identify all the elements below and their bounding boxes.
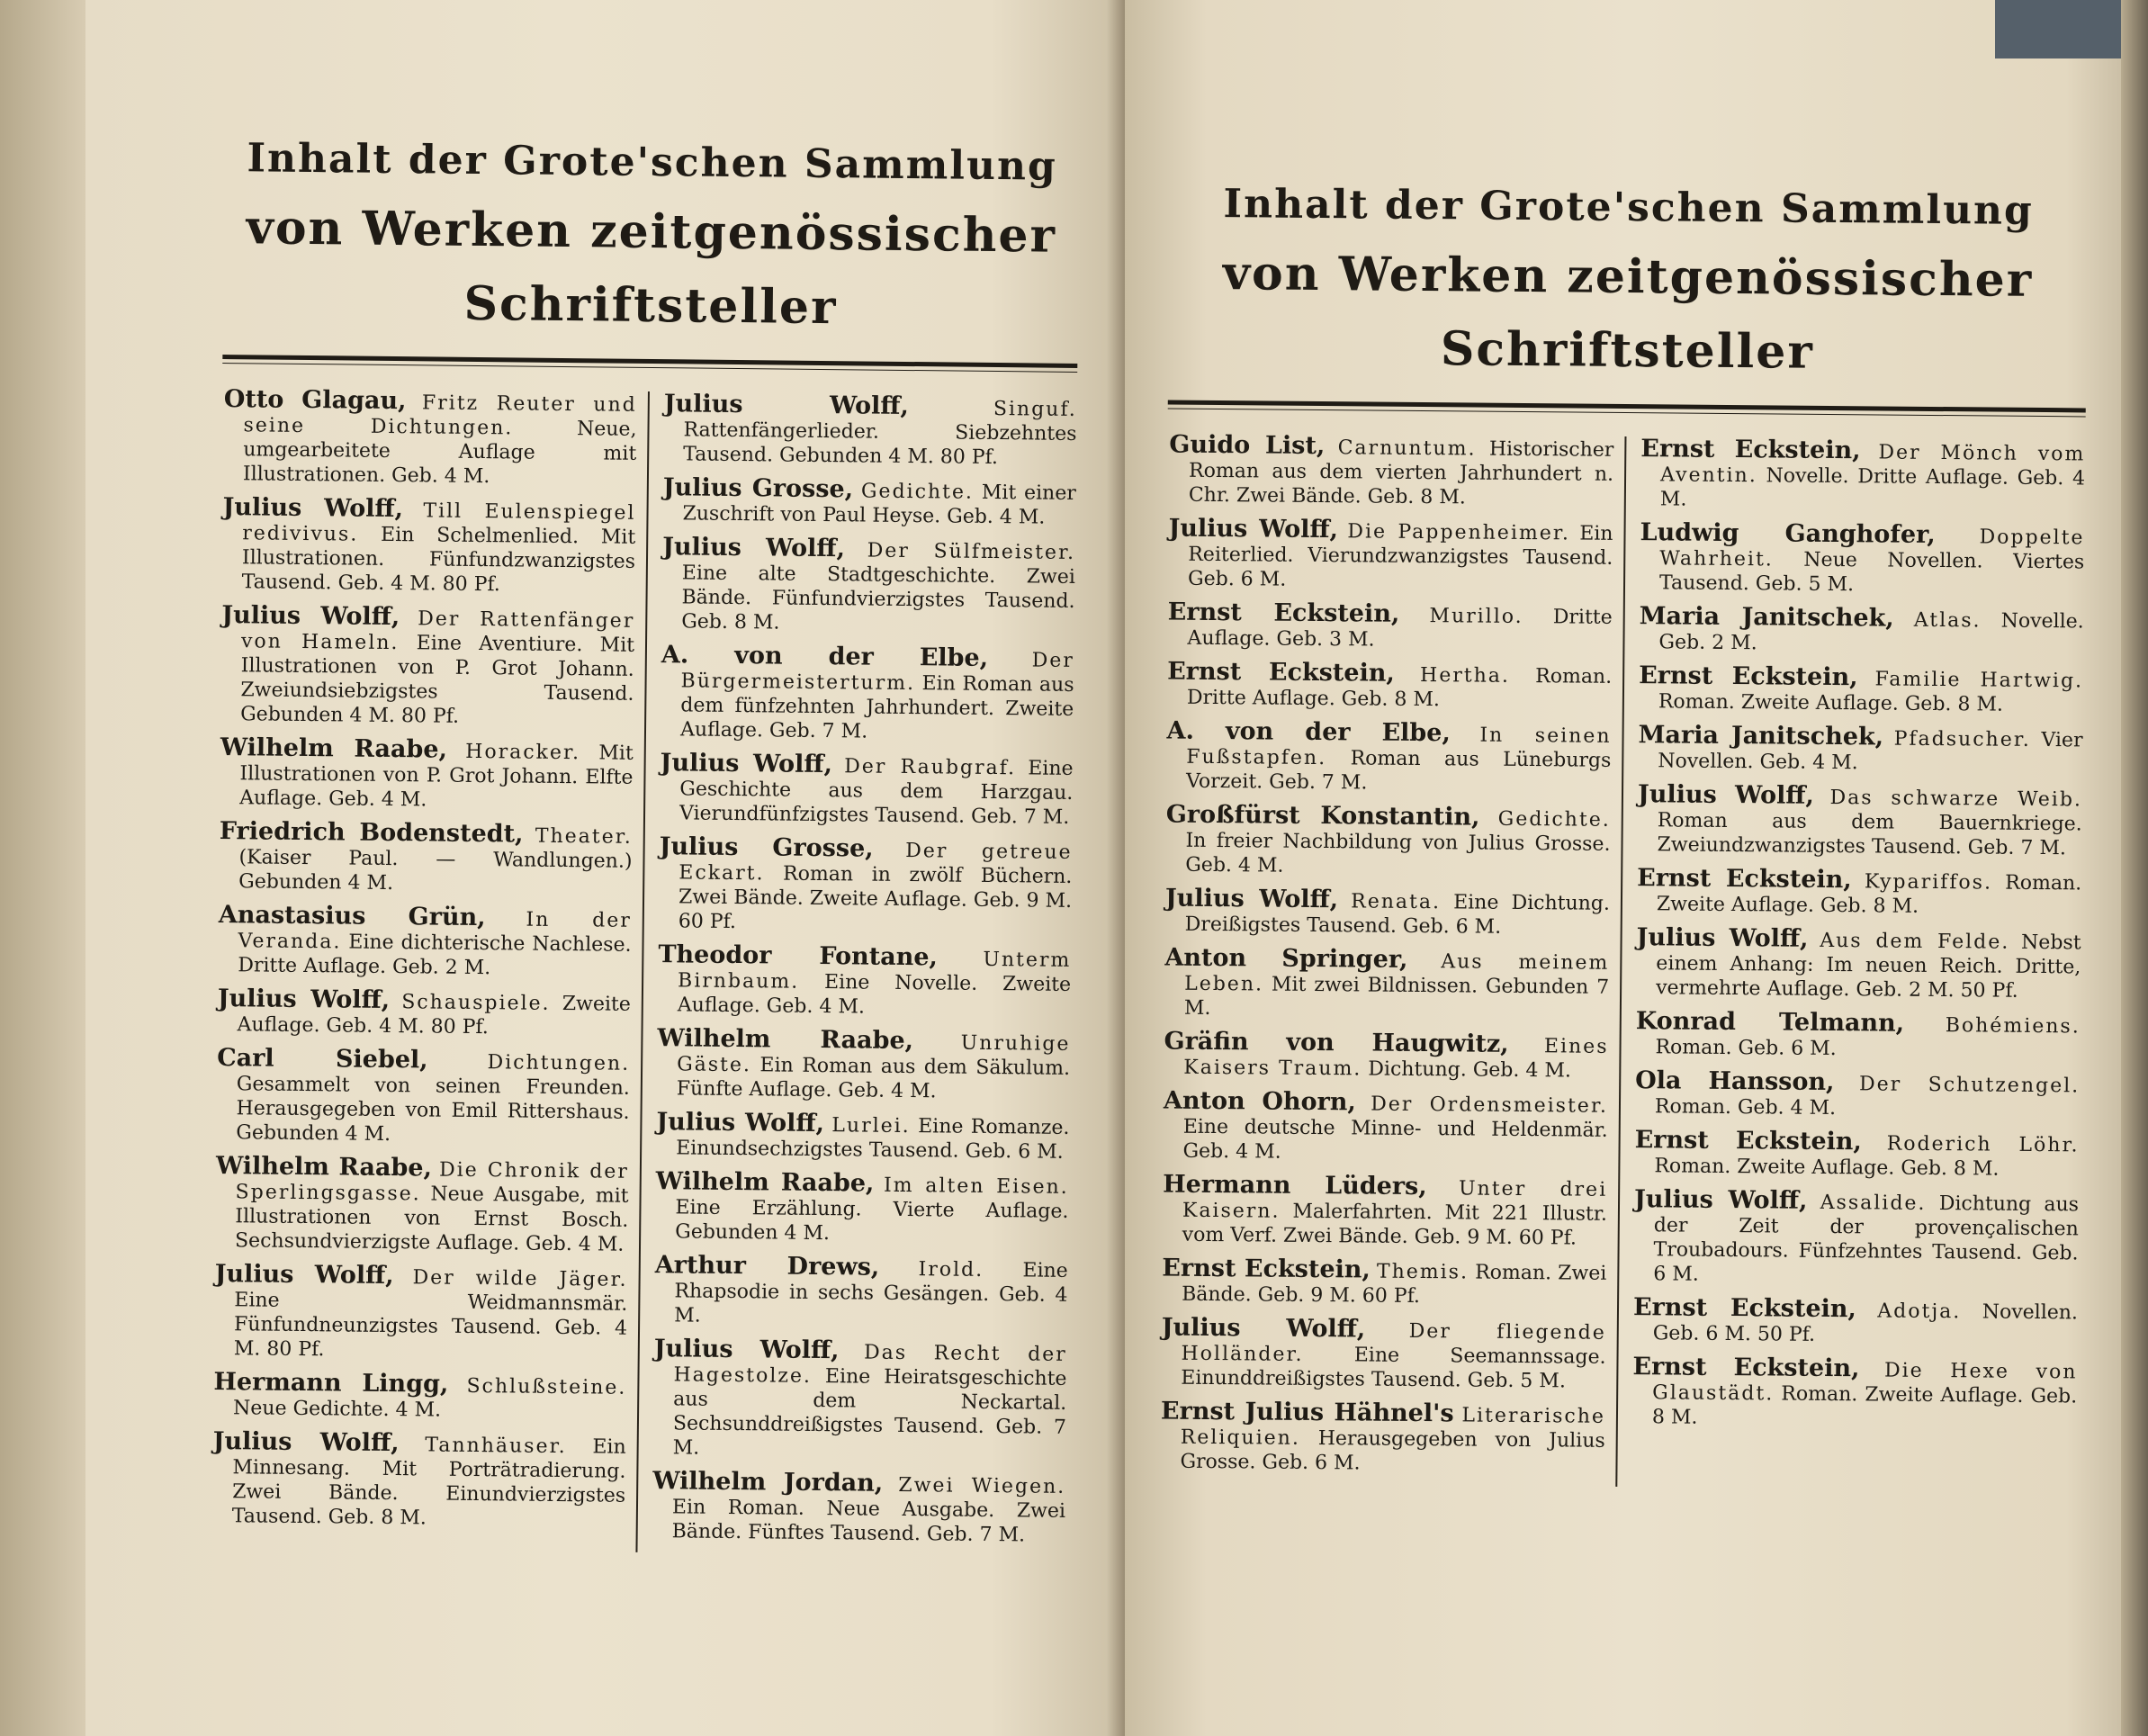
catalog-entry bbox=[656, 942, 1072, 1021]
entry-author: Ernst Eckstein, bbox=[1632, 1293, 1857, 1324]
entry-author: Julius Wolff, bbox=[663, 390, 910, 420]
left-title-rule bbox=[222, 355, 1077, 373]
entry-author: Julius Wolff, bbox=[214, 1259, 394, 1291]
entry-details: Roman. Zweite Auflage. Geb. 8 M. bbox=[1658, 690, 2004, 716]
right-title-rule bbox=[1168, 400, 2086, 418]
entry-title: Der Sülfmeister. bbox=[867, 539, 1076, 564]
entry-details: Gesammelt von seinen Freunden. Herausgegeben von Emil Rittershaus. Gebunden 4 M. bbox=[236, 1073, 630, 1147]
entry-author: Wilhelm Jordan, bbox=[652, 1467, 884, 1498]
entry-details: Malerfahrten. Mit 221 Illustr. vom Verf. Zwei Bände. Geb. 9 M. 60 Pf. bbox=[1182, 1200, 1608, 1250]
entry-title: In der Veranda. bbox=[238, 908, 632, 954]
entry-title: Der Rattenfänger von Hameln. bbox=[240, 607, 635, 655]
entry-title: Lurlei. bbox=[831, 1114, 911, 1138]
catalog-entry bbox=[1164, 716, 1612, 797]
entry-details: Eine Rhapsodie in sechs Gesängen. Geb. 4 M. bbox=[674, 1259, 1068, 1327]
catalog-entry bbox=[1636, 723, 2082, 777]
entry-title: Die Pappenheimer. bbox=[1347, 520, 1571, 545]
entry-details: Ein Roman. Neue Ausgabe. Zwei Bände. Fünftes Tausend. Geb. 7 M. bbox=[671, 1496, 1066, 1547]
entry-author: Julius Wolff, bbox=[1161, 1313, 1366, 1344]
entry-author: Anton Springer, bbox=[1164, 943, 1408, 974]
entry-author: Gräfin von Haugwitz, bbox=[1164, 1027, 1509, 1058]
entry-title: Pfadsucher. bbox=[1893, 727, 2031, 751]
entry-title: Murillo. bbox=[1429, 605, 1523, 628]
entry-details: Eine Aventiure. Mit Illustrationen von P. Grot Johann. Zweiundsiebzigstes Tausend. Gebunden 4 M. 80 Pf. bbox=[240, 632, 635, 728]
entry-details: Nebst einem Anhang: Im neuen Reich. Dritte, vermehrte Auflage. Geb. 2 M. 50 Pf. bbox=[1656, 931, 2081, 1003]
entry-author: Konrad Telmann, bbox=[1635, 1007, 1905, 1038]
entry-author: A. von der Elbe, bbox=[1166, 716, 1451, 748]
catalog-entry bbox=[1158, 1399, 1605, 1477]
right-title-line-2: von Werken zeitgenössischer Schriftsteller bbox=[1222, 246, 2034, 380]
entry-details: Ein Roman aus dem fünfzehnten Jahrhundert. Zweite Auflage. Geb. 7 M. bbox=[679, 672, 1074, 743]
entry-author: Friedrich Bodenstedt, bbox=[219, 817, 524, 849]
catalog-entry bbox=[1159, 1313, 1606, 1394]
entry-details: In freier Nachbildung von Julius Grosse. Geb. 4 M. bbox=[1185, 829, 1611, 877]
entry-details: Roman. Geb. 4 M. bbox=[1654, 1095, 1837, 1120]
entry-details: Roman. Zweite Auflage. Geb. 8 M. bbox=[1651, 1382, 2078, 1429]
entry-author: Arthur Drews, bbox=[654, 1251, 880, 1282]
entry-title: Singuf. bbox=[993, 397, 1077, 421]
entry-title: Irold. bbox=[918, 1258, 984, 1282]
catalog-entry bbox=[213, 1151, 630, 1257]
entry-title: Till Eulenspiegel redivivus. bbox=[242, 499, 636, 546]
catalog-entry bbox=[211, 1426, 626, 1533]
entry-title: Gedichte. bbox=[1497, 807, 1611, 832]
entry-details: (Kaiser Paul. — Wandlungen.) Gebunden 4 M. bbox=[238, 846, 633, 895]
entry-details: Ein Roman aus dem Säkulum. Fünfte Auflage. Geb. 4 M. bbox=[676, 1054, 1071, 1103]
entry-title: Gedichte. bbox=[860, 480, 975, 504]
catalog-entry bbox=[659, 643, 1074, 746]
entry-details: Neue Ausgabe, mit Illustrationen von Ernst Bosch. Sechsundvierzigste Auflage. Geb. 4 M. bbox=[234, 1183, 629, 1256]
entry-title: Literarische Reliquien. bbox=[1180, 1404, 1606, 1450]
entry-details: Eine Romanze. Einundsechzigstes Tausend. Geb. 6 M. bbox=[676, 1115, 1070, 1164]
entry-details: Roman. Zwei Bände. Geb. 9 M. 60 Pf. bbox=[1182, 1261, 1607, 1309]
catalog-entry bbox=[1163, 943, 1610, 1024]
entry-details: Neue Novellen. Viertes Tausend. Geb. 5 M. bbox=[1658, 548, 2085, 597]
entry-details: Roman in zwölf Büchern. Zwei Bände. Zweite Auflage. Geb. 9 M. 60 Pf. bbox=[678, 862, 1073, 934]
entry-details: Mit zwei Bildnissen. Gebunden 7 M. bbox=[1183, 973, 1610, 1020]
entry-title: Eines Kaisers Traum. bbox=[1183, 1035, 1609, 1081]
catalog-entry bbox=[211, 1367, 627, 1425]
left-column-1 bbox=[210, 387, 649, 1552]
entry-details: Roman. Zweite Auflage. Geb. 8 M. bbox=[1654, 1155, 2000, 1181]
entry-title: Tannhäuser. bbox=[425, 1434, 567, 1459]
entry-title: Der Bürgermeisterturm. bbox=[680, 649, 1074, 696]
entry-details: Roman aus Lüneburgs Vorzeit. Geb. 7 M. bbox=[1185, 747, 1612, 795]
entry-details: Eine Seemannssage. Einunddreißigstes Tausend. Geb. 5 M. bbox=[1181, 1344, 1606, 1393]
entry-details: Zweite Auflage. Geb. 4 M. 80 Pf. bbox=[237, 993, 631, 1039]
entry-details: Historischer Roman aus dem vierten Jahrhundert n. Chr. Zwei Bände. Geb. 8 M. bbox=[1188, 437, 1614, 509]
entry-title: Dichtungen. bbox=[487, 1051, 631, 1075]
catalog-entry bbox=[1165, 600, 1612, 654]
catalog-entry bbox=[1635, 866, 2081, 920]
catalog-entry bbox=[216, 900, 632, 982]
entry-title: In seinen Fußstapfen. bbox=[1186, 724, 1612, 770]
entry-title: Horacker. bbox=[465, 740, 581, 765]
right-page-edge bbox=[2121, 0, 2148, 1736]
entry-details: Eine Erzählung. Vierte Auflage. Gebunden 4 M. bbox=[675, 1196, 1069, 1246]
entry-title: Der Raubgraf. bbox=[844, 755, 1017, 780]
entry-title: Aus dem Felde. bbox=[1820, 929, 2010, 954]
entry-title: Der fliegende Holländer. bbox=[1181, 1319, 1606, 1366]
catalog-entry bbox=[1637, 663, 2083, 717]
catalog-entry bbox=[1631, 1187, 2079, 1290]
entry-title: Schlußsteine. bbox=[466, 1374, 627, 1399]
entry-author: Wilhelm Raabe, bbox=[215, 1151, 433, 1183]
entry-author: Julius Wolff, bbox=[1164, 884, 1339, 914]
catalog-entry bbox=[1632, 1128, 2079, 1182]
entry-details: Mit Illustrationen von P. Grot Johann. Elfte Auflage. Geb. 4 M. bbox=[239, 742, 634, 812]
entry-author: Ola Hansson, bbox=[1635, 1066, 1835, 1097]
entry-details: Ein Schelmenlied. Mit Illustrationen. Fünfundzwanzigstes Tausend. Geb. 4 M. 80 Pf. bbox=[241, 523, 636, 597]
entry-author: Julius Wolff, bbox=[212, 1426, 400, 1458]
entry-title: Das schwarze Weib. bbox=[1829, 786, 2083, 812]
entry-author: Maria Janitschek, bbox=[1639, 602, 1894, 633]
catalog-entry bbox=[215, 986, 631, 1041]
catalog-entry bbox=[652, 1336, 1067, 1464]
entry-title: Der Mönch vom Aventin. bbox=[1659, 441, 2086, 488]
entry-details: Ein Reiterlied. Vierundzwanzigstes Tausend. Geb. 6 M. bbox=[1187, 522, 1613, 591]
entry-title: Adotja. bbox=[1877, 1300, 1962, 1324]
entry-author: Julius Grosse, bbox=[662, 473, 854, 504]
entry-author: Anastasius Grün, bbox=[218, 900, 486, 932]
entry-details: Neue, umgearbeitete Auflage mit Illustrationen. Geb. 4 M. bbox=[242, 418, 637, 489]
entry-author: Ernst Eckstein, bbox=[1640, 435, 1861, 465]
catalog-entry bbox=[217, 819, 633, 898]
catalog-entry bbox=[657, 834, 1073, 938]
entry-title: Schauspiele. bbox=[401, 991, 551, 1015]
entry-details: Roman aus dem Bauernkriege. Zweiundzwanzigstes Tausend. Geb. 7 M. bbox=[1657, 809, 2082, 860]
entry-title: Der Schutzengel. bbox=[1858, 1073, 2081, 1098]
entry-author: Theodor Fontane, bbox=[658, 940, 939, 972]
entry-author: Julius Wolff, bbox=[1633, 1185, 1808, 1215]
catalog-entry bbox=[1637, 604, 2083, 658]
catalog-entry bbox=[654, 1110, 1070, 1165]
catalog-entry bbox=[661, 391, 1077, 471]
left-page-content bbox=[210, 126, 1079, 1557]
entry-title: Aus meinem Leben. bbox=[1184, 950, 1610, 996]
entry-title: Assalide. bbox=[1820, 1191, 1927, 1215]
catalog-entry bbox=[653, 1169, 1069, 1248]
entry-author: Julius Wolff, bbox=[653, 1335, 840, 1365]
catalog-entry bbox=[214, 1043, 631, 1149]
catalog-entry bbox=[1631, 1354, 2078, 1433]
entry-title: Der wilde Jäger. bbox=[412, 1266, 628, 1291]
catalog-entry bbox=[221, 387, 637, 490]
entry-title: Unterm Birnbaum. bbox=[677, 948, 1072, 994]
entry-details: Roman. Zweite Auflage. Geb. 8 M. bbox=[1656, 871, 2082, 918]
catalog-entry bbox=[652, 1253, 1068, 1332]
entry-title: Doppelte Wahrheit. bbox=[1659, 526, 2085, 571]
catalog-entry bbox=[1633, 1009, 2080, 1063]
entry-title: Unruhige Gäste. bbox=[677, 1031, 1071, 1077]
entry-title: Die Hexe von Glaustädt. bbox=[1652, 1359, 2078, 1406]
catalog-entry bbox=[219, 603, 634, 731]
catalog-entry bbox=[1166, 514, 1613, 595]
left-title-line-1: Inhalt der Grote'schen Sammlung bbox=[247, 135, 1058, 190]
catalog-entry bbox=[218, 735, 634, 814]
entry-title: Renata. bbox=[1351, 890, 1442, 914]
left-page-title bbox=[223, 126, 1080, 347]
left-column-2 bbox=[637, 391, 1076, 1557]
left-title-line-2: von Werken zeitgenössischer Schriftsteller bbox=[246, 200, 1057, 336]
catalog-entry bbox=[1639, 436, 2086, 515]
entry-author: Ernst Eckstein, bbox=[1634, 1126, 1863, 1156]
entry-author: Ernst Julius Hähnel's bbox=[1160, 1397, 1454, 1428]
entry-author: Wilhelm Raabe, bbox=[657, 1024, 914, 1056]
entry-title: Der Ordensmeister. bbox=[1371, 1093, 1609, 1118]
left-columns bbox=[210, 387, 1076, 1557]
catalog-entry bbox=[1635, 782, 2082, 860]
entry-author: A. von der Elbe, bbox=[661, 641, 989, 672]
entry-title: Die Chronik der Sperlingsgasse. bbox=[235, 1158, 630, 1206]
entry-author: Wilhelm Raabe, bbox=[220, 733, 448, 764]
entry-details: Eine Weidmannsmär. Fünfundneunzigstes Tausend. Geb. 4 M. 80 Pf. bbox=[233, 1289, 628, 1362]
entry-details: Eine Novelle. Zweite Auflage. Geb. 4 M. bbox=[677, 971, 1072, 1019]
entry-author: Ernst Eckstein, bbox=[1639, 661, 1858, 692]
entry-details: Roman. Dritte Auflage. Geb. 8 M. bbox=[1186, 665, 1613, 712]
catalog-entry bbox=[1165, 657, 1613, 714]
entry-details: Eine Geschichte aus dem Harzgau. Vierundfünfzigstes Tausend. Geb. 7 M. bbox=[679, 757, 1074, 829]
entry-title: Hertha. bbox=[1419, 663, 1511, 688]
catalog-entry bbox=[1634, 925, 2081, 1003]
catalog-entry bbox=[660, 535, 1075, 638]
entry-details: Vier Novellen. Geb. 4 M. bbox=[1658, 729, 2083, 775]
entry-details: Novelle. Dritte Auflage. Geb. 4 M. bbox=[1659, 464, 2086, 511]
entry-author: Julius Grosse, bbox=[659, 832, 874, 863]
entry-details: Ein Minnesang. Mit Porträtradierung. Zwei Bände. Einundvierzigstes Tausend. Geb. 8 M. bbox=[231, 1435, 626, 1530]
right-page-content bbox=[1158, 172, 2088, 1491]
entry-author: Ernst Eckstein, bbox=[1167, 598, 1400, 628]
entry-author: Julius Wolff, bbox=[1168, 514, 1339, 544]
entry-details: Neue Gedichte. 4 M. bbox=[232, 1397, 442, 1422]
entry-author: Hermann Lingg, bbox=[213, 1367, 449, 1399]
right-column-2 bbox=[1617, 436, 2085, 1490]
right-column-1 bbox=[1158, 430, 1626, 1487]
entry-details: Eine Dichtung. Dreißigstes Tausend. Geb. 6 M. bbox=[1184, 891, 1611, 939]
right-title-line-1: Inhalt der Grote'schen Sammlung bbox=[1223, 181, 2035, 234]
entry-author: Ernst Eckstein, bbox=[1162, 1254, 1371, 1284]
catalog-entry bbox=[220, 495, 636, 598]
entry-author: Guido List, bbox=[1169, 430, 1326, 461]
catalog-entry bbox=[655, 1026, 1071, 1105]
catalog-entry bbox=[1161, 1170, 1608, 1251]
entry-title: Im alten Eisen. bbox=[883, 1174, 1069, 1199]
catalog-entry bbox=[658, 751, 1074, 830]
entry-title: Kypariffos. bbox=[1864, 870, 1993, 895]
entry-author: Julius Wolff, bbox=[1636, 923, 1809, 953]
catalog-entry bbox=[212, 1259, 628, 1365]
catalog-entry bbox=[1631, 1295, 2078, 1349]
entry-title: Atlas. bbox=[1913, 608, 1982, 633]
catalog-entry bbox=[1161, 1086, 1609, 1167]
entry-author: Julius Wolff, bbox=[656, 1108, 825, 1138]
entry-author: Anton Ohorn, bbox=[1163, 1086, 1356, 1117]
entry-author: Otto Glagau, bbox=[223, 385, 407, 416]
entry-title: Bohémiens. bbox=[1945, 1014, 2081, 1039]
entry-title: Unter drei Kaisern. bbox=[1182, 1177, 1608, 1223]
entry-title: Der getreue Eckart. bbox=[679, 839, 1073, 886]
entry-title: Carnuntum. bbox=[1337, 436, 1477, 461]
catalog-entry bbox=[661, 475, 1076, 530]
entry-author: Hermann Lüders, bbox=[1163, 1170, 1427, 1201]
entry-author: Wilhelm Raabe, bbox=[655, 1167, 875, 1198]
entry-author: Ludwig Ganghofer, bbox=[1640, 518, 1936, 549]
entry-author: Julius Wolff, bbox=[222, 493, 404, 524]
entry-title: Roderich Löhr. bbox=[1886, 1132, 2080, 1157]
entry-author: Maria Janitschek, bbox=[1638, 721, 1884, 751]
catalog-entry bbox=[1638, 520, 2085, 598]
entry-details: Novelle. Geb. 2 M. bbox=[1658, 609, 2084, 655]
entry-author: Ernst Eckstein, bbox=[1632, 1353, 1860, 1383]
catalog-entry bbox=[1167, 430, 1614, 511]
catalog-entry bbox=[1633, 1068, 2080, 1122]
entry-details: Dritte Auflage. Geb. 3 M. bbox=[1187, 606, 1613, 652]
entry-details: Eine dichterische Nachlese. Dritte Auflage. Geb. 2 M. bbox=[238, 931, 632, 980]
entry-details: Dichtung aus der Zeit der provençalischen Troubadours. Fünfzehntes Tausend. Geb. 6 M. bbox=[1653, 1192, 2080, 1286]
entry-details: Eine alte Stadtgeschichte. Zwei Bände. Fünfundvierzigstes Tausend. Geb. 8 M. bbox=[681, 562, 1075, 634]
entry-title: Themis. bbox=[1376, 1260, 1469, 1284]
catalog-entry bbox=[1164, 886, 1610, 940]
catalog-entry bbox=[651, 1469, 1066, 1548]
right-page bbox=[1125, 0, 2148, 1736]
entry-details: Novellen. Geb. 6 M. 50 Pf. bbox=[1652, 1300, 2079, 1346]
entry-author: Carl Siebel, bbox=[217, 1043, 428, 1075]
entry-details: Herausgegeben von Julius Grosse. Geb. 6 M. bbox=[1180, 1427, 1605, 1475]
catalog-entry bbox=[1160, 1256, 1606, 1310]
entry-author: Julius Wolff, bbox=[661, 533, 846, 563]
entry-title: Fritz Reuter und seine Dichtungen. bbox=[243, 391, 637, 440]
right-columns bbox=[1158, 430, 2086, 1491]
entry-details: Eine deutsche Minne- und Heldenmär. Geb. 4 M. bbox=[1182, 1115, 1608, 1164]
catalog-entry bbox=[1164, 800, 1611, 881]
entry-author: Julius Wolff, bbox=[660, 749, 833, 779]
entry-title: Das Recht der Hagestolze. bbox=[673, 1341, 1067, 1388]
entry-details: Rattenfängerlieder. Siebzehntes Tausend. Gebunden 4 M. 80 Pf. bbox=[683, 418, 1077, 470]
right-page-title bbox=[1168, 172, 2088, 392]
left-page-edge bbox=[0, 0, 85, 1736]
entry-details: Dichtung. Geb. 4 M. bbox=[1368, 1057, 1572, 1083]
catalog-entry bbox=[1162, 1027, 1609, 1084]
entry-details: Eine Heiratsgeschichte aus dem Neckartal. Sechsunddreißigstes Tausend. Geb. 7 M. bbox=[672, 1365, 1067, 1460]
entry-title: Theater. bbox=[535, 824, 633, 849]
entry-details: Mit einer Zuschrift von Paul Heyse. Geb. 4 M. bbox=[682, 481, 1076, 529]
entry-details: Roman. Geb. 6 M. bbox=[1655, 1036, 1837, 1061]
entry-author: Julius Wolff, bbox=[217, 984, 391, 1014]
entry-author: Ernst Eckstein, bbox=[1167, 657, 1395, 688]
entry-author: Ernst Eckstein, bbox=[1637, 864, 1852, 895]
entry-author: Julius Wolff, bbox=[221, 601, 400, 632]
entry-title: Familie Hartwig. bbox=[1874, 668, 2084, 693]
entry-title: Zwei Wiegen. bbox=[898, 1473, 1066, 1498]
entry-author: Großfürst Konstantin, bbox=[1165, 800, 1480, 832]
entry-author: Julius Wolff, bbox=[1637, 780, 1814, 810]
